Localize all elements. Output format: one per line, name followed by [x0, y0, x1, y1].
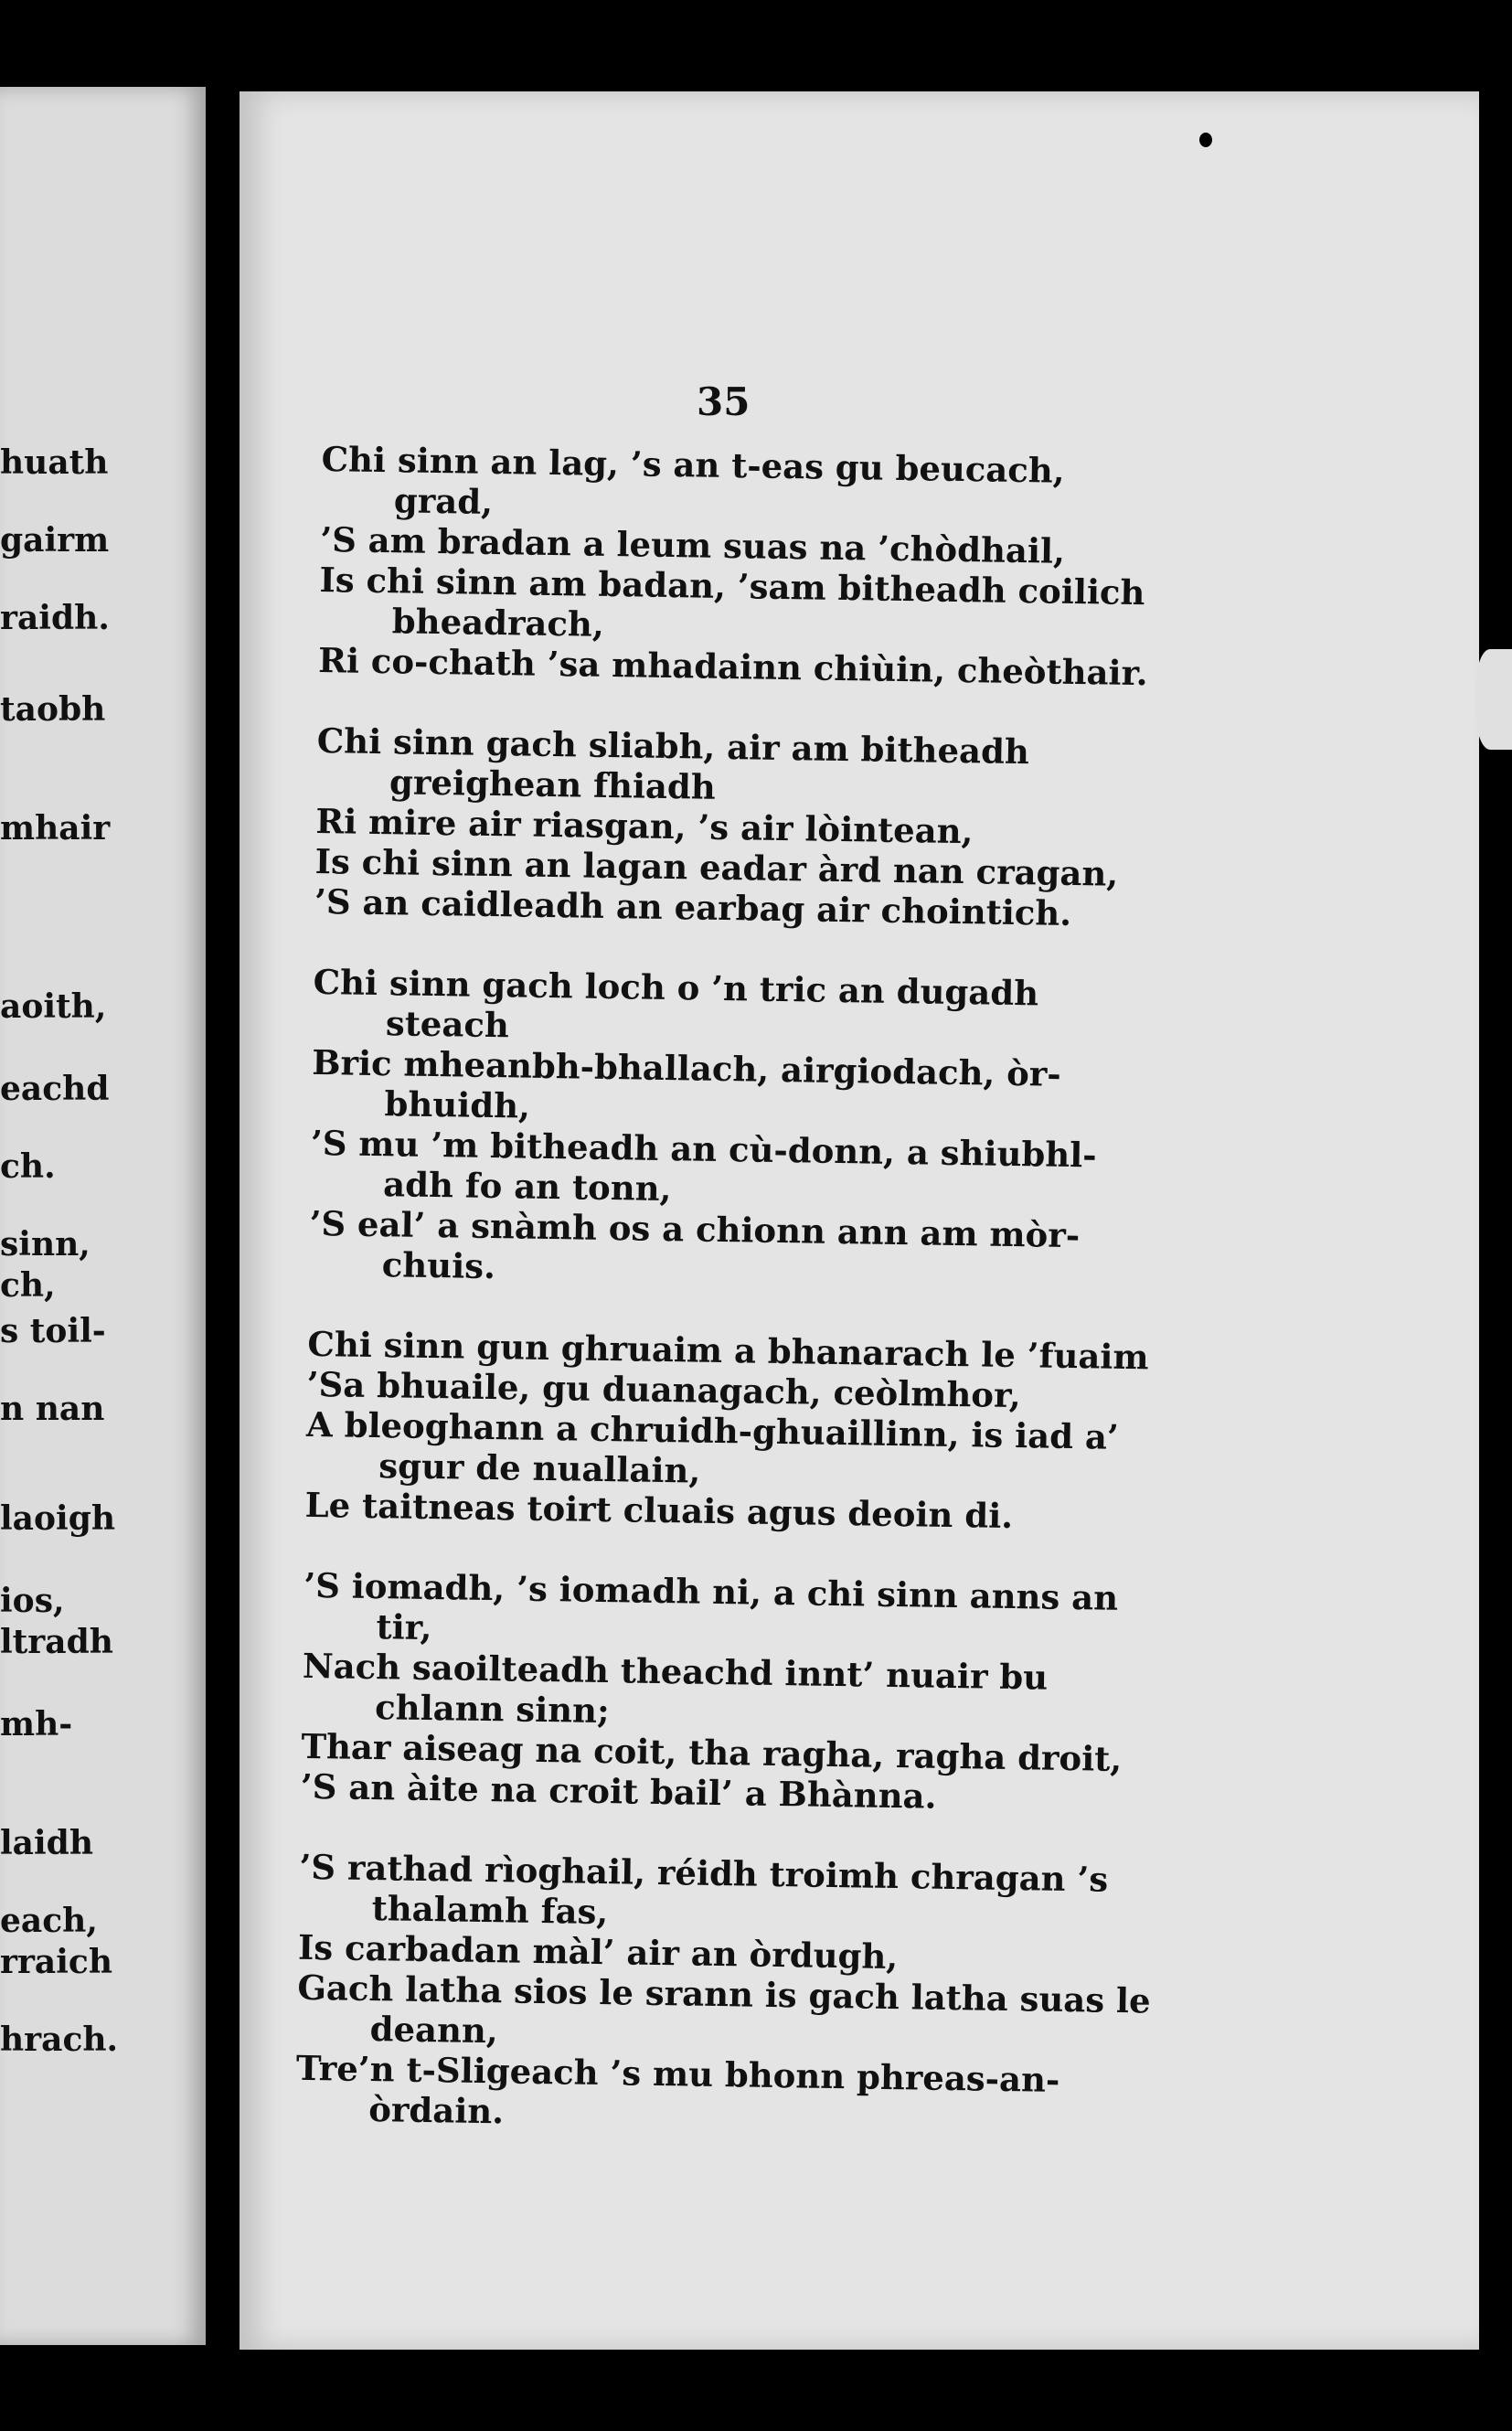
- verse-line: ’S iomadh, ’s iomadh ni, a chi sinn anns an: [303, 1564, 1119, 1618]
- verse-line: grad,: [393, 480, 494, 522]
- left-page-fragment: gairm: [0, 521, 110, 560]
- left-page-fragment: raidh.: [0, 599, 110, 637]
- stanza: [304, 1323, 1149, 1538]
- left-page-fragment: ios,: [0, 1582, 65, 1620]
- left-page-fragment: rraich: [0, 1943, 113, 1981]
- verse-line: bheadrach,: [391, 601, 605, 645]
- verse-line: Chi sinn gach loch o ’n tric an dugadh: [313, 961, 1039, 1014]
- verse-line: chuis.: [381, 1244, 496, 1287]
- left-page-fragment: mhair: [0, 809, 111, 848]
- verse-line: Gach latha sios le srann is gach latha suas le: [297, 1967, 1151, 2021]
- left-page-fragment: sinn,: [0, 1225, 91, 1263]
- verse-line: ’S an àite na croit bail’ a Bhànna.: [300, 1765, 937, 1817]
- verse-line: Nach saoilteadh theachd innt’ nuair bu: [302, 1645, 1049, 1698]
- left-page-fragment: ch,: [0, 1266, 56, 1305]
- left-page-fragment: taobh: [0, 690, 106, 729]
- verse-line: Is chi sinn am badan, ’sam bitheadh coilich: [319, 559, 1145, 613]
- verse-line: adh fo an tonn,: [382, 1164, 672, 1210]
- ink-spot: [1199, 133, 1212, 147]
- verse-line: ’S rathad rìoghail, réidh troimh chragan ’s: [299, 1846, 1109, 1900]
- page-number: 35: [697, 379, 751, 424]
- left-page-fragment: each,: [0, 1902, 98, 1940]
- stanza: [314, 720, 1140, 934]
- left-page-fragment: hrach.: [0, 2021, 119, 2059]
- verse-line: bhuidh,: [384, 1083, 531, 1126]
- verse-line: ’S am bradan a leum suas na ’chòdhail,: [319, 518, 1066, 571]
- left-page-fragment: eachd: [0, 1070, 110, 1108]
- verse-line: chlann sinn;: [374, 1687, 611, 1732]
- left-page-fragment: mh-: [0, 1705, 73, 1743]
- verse-line: Thar aiseag na coit, tha ragha, ragha droit,: [301, 1725, 1123, 1779]
- verse-line: Chi sinn gach sliabh, air am bitheadh: [316, 720, 1030, 773]
- stanza: [317, 439, 1148, 694]
- verse-line: Ri mire air riasgan, ’s air lòintean,: [315, 800, 974, 852]
- left-page: [0, 87, 206, 2345]
- verse-line: Chi sinn an lag, ’s an t-eas gu beucach,: [321, 439, 1065, 491]
- verse-line: Le taitneas toirt cluais agus deoin di.: [304, 1484, 1014, 1537]
- verse-line: Chi sinn gun ghruaim a bhanarach le ’fuaim: [307, 1323, 1149, 1378]
- verse-line: ’S mu ’m bitheadh an cù-donn, a shiubhl-: [310, 1122, 1097, 1176]
- stanza: [301, 1565, 1127, 1819]
- verse-line: sgur de nuallain,: [378, 1445, 701, 1491]
- page-edge-blot: [1475, 649, 1512, 750]
- verse-line: ’S an caidleadh an earbag air chointich.: [314, 880, 1072, 933]
- left-page-fragment: n nan: [0, 1390, 105, 1428]
- verse-line: ’Sa bhuaile, gu duanagach, ceòlmhor,: [306, 1363, 1022, 1416]
- verse-line: thalamh fas,: [371, 1888, 609, 1933]
- poem-text: [294, 439, 1151, 2181]
- verse-line: òrdain.: [367, 2089, 505, 2132]
- left-page-fragment: ltradh: [0, 1623, 113, 1661]
- left-page-fragment: s toil-: [0, 1312, 106, 1350]
- left-page-fragment: laoigh: [0, 1499, 116, 1538]
- verse-line: deann,: [369, 2009, 499, 2052]
- left-page-fragment: ch.: [0, 1147, 56, 1186]
- stanza: [308, 962, 1135, 1296]
- verse-line: tir,: [376, 1606, 432, 1648]
- verse-line: steach: [385, 1003, 510, 1046]
- left-page-fragment: laidh: [0, 1824, 94, 1862]
- verse-line: Bric mheanbh-bhallach, airgiodach, òr-: [311, 1041, 1062, 1094]
- right-page: [240, 91, 1479, 2350]
- stanza: [295, 1846, 1151, 2141]
- verse-line: greighean fhiadh: [389, 762, 717, 807]
- left-page-fragment: huath: [0, 443, 109, 482]
- verse-line: Ri co-chath ’sa mhadainn chiùin, cheòthair.: [317, 639, 1148, 694]
- verse-line: Is carbadan màl’ air an òrdugh,: [297, 1926, 899, 1978]
- verse-line: A bleoghann a chruidh-ghuaillinn, is iad a’: [305, 1403, 1120, 1457]
- verse-line: Tre’n t-Sligeach ’s mu bhonn phreas-an-: [295, 2047, 1060, 2100]
- verse-line: Is chi sinn an lagan eadar àrd nan cragan,: [314, 840, 1119, 894]
- left-page-fragment: aoith,: [0, 987, 107, 1026]
- verse-line: ’S eal’ a snàmh os a chionn ann am mòr-: [309, 1202, 1081, 1256]
